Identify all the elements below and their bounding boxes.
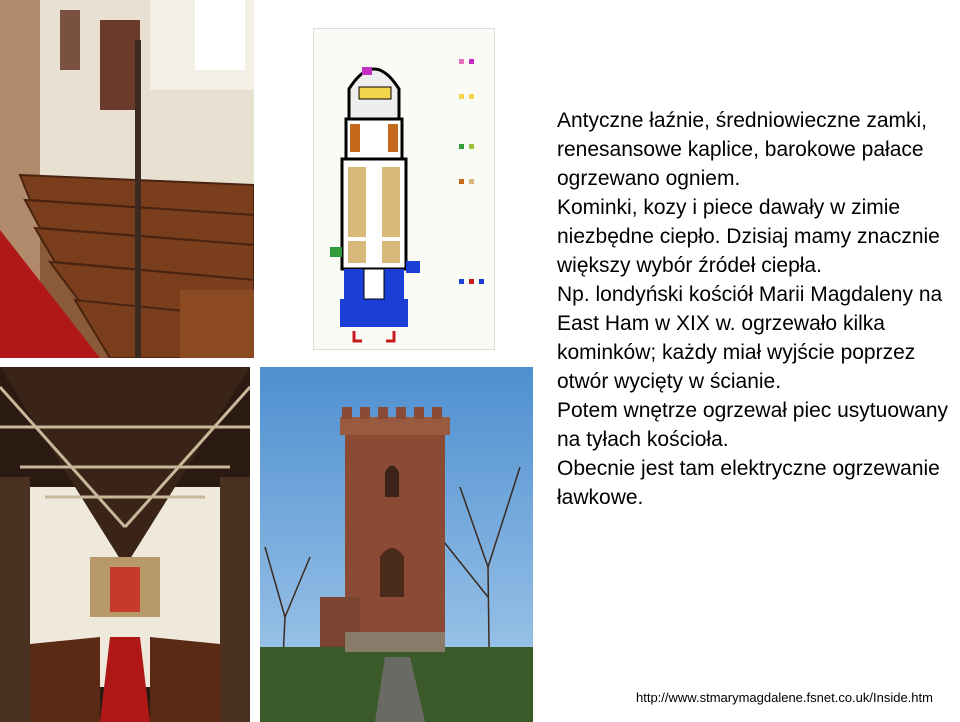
paragraph-fireplaces: Kominki, kozy i piece dawały w zimie niezbędne ciepło. Dzisiaj mamy znacznie większy wybór źródeł ciepła. — [557, 196, 940, 277]
paragraph-church-example: Np. londyński kościół Marii Magdaleny na East Ham w XIX w. ogrzewało kilka kominków; każdy miał wyjście poprzez otwór wycięty w ścianie. — [557, 283, 943, 393]
paragraph-furnace: Potem wnętrze ogrzewał piec usytuowany na tyłach kościoła. — [557, 399, 949, 451]
paragraph-heating-history: Antyczne łaźnie, średniowieczne zamki, renesansowe kaplice, barokowe pałace ogrzewano ogniem. — [557, 109, 928, 190]
body-text — [557, 106, 957, 512]
photo-church-interior — [0, 367, 250, 722]
photo-church-tower — [260, 367, 533, 722]
paragraph-electric-heating: Obecnie jest tam elektryczne ogrzewanie ławkowe. — [557, 457, 940, 509]
source-url: http://www.stmarymagdalene.fsnet.co.uk/Inside.htm — [636, 690, 933, 705]
church-floor-plan — [313, 28, 495, 350]
photo-church-pews — [0, 0, 254, 358]
